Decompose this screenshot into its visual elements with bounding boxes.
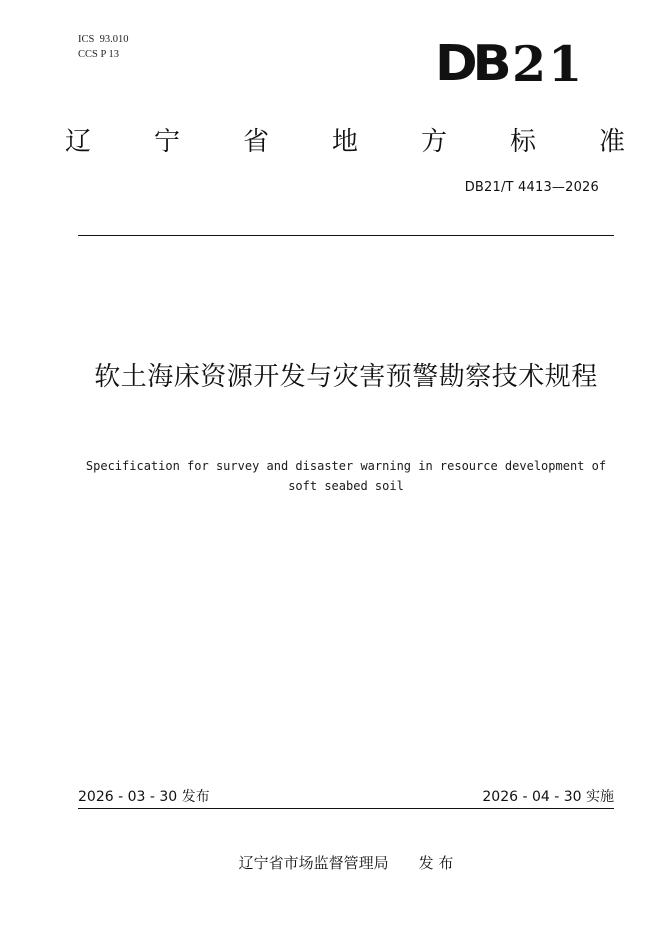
logo-letters: DB <box>435 35 507 92</box>
publisher-name: 辽宁省市场监督管理局 <box>238 854 389 872</box>
standard-type-char: 地 <box>331 127 358 157</box>
dates-row <box>78 787 614 807</box>
db21-logo <box>437 36 587 92</box>
standard-type-char: 宁 <box>153 127 180 157</box>
ics-code: ICS 93.010 <box>78 34 129 45</box>
classification-codes <box>78 32 128 62</box>
standard-type-char: 准 <box>598 127 625 157</box>
top-divider <box>78 235 614 236</box>
implementation-date: 2026 - 04 - 30 实施 <box>482 789 614 805</box>
publisher-line <box>78 852 614 874</box>
bottom-divider <box>78 808 614 809</box>
standard-type-heading <box>60 124 630 160</box>
standard-type-char: 方 <box>420 127 447 157</box>
standard-type-char: 省 <box>242 127 269 157</box>
chinese-title: 软土海床资源开发与灾害预警勘察技术规程 <box>94 362 598 392</box>
standard-number: DB21/T 4413—2026 <box>464 180 599 195</box>
standard-type-char: 标 <box>509 127 536 157</box>
logo-number: 21 <box>512 35 585 93</box>
publisher-action: 发 布 <box>418 854 454 872</box>
ccs-code: CCS P 13 <box>78 49 120 60</box>
issue-date: 2026 - 03 - 30 发布 <box>78 789 210 805</box>
standard-type-char: 辽 <box>64 127 91 157</box>
english-title: Specification for survey and disaster warning in resource development of soft seabed soil <box>85 459 607 493</box>
